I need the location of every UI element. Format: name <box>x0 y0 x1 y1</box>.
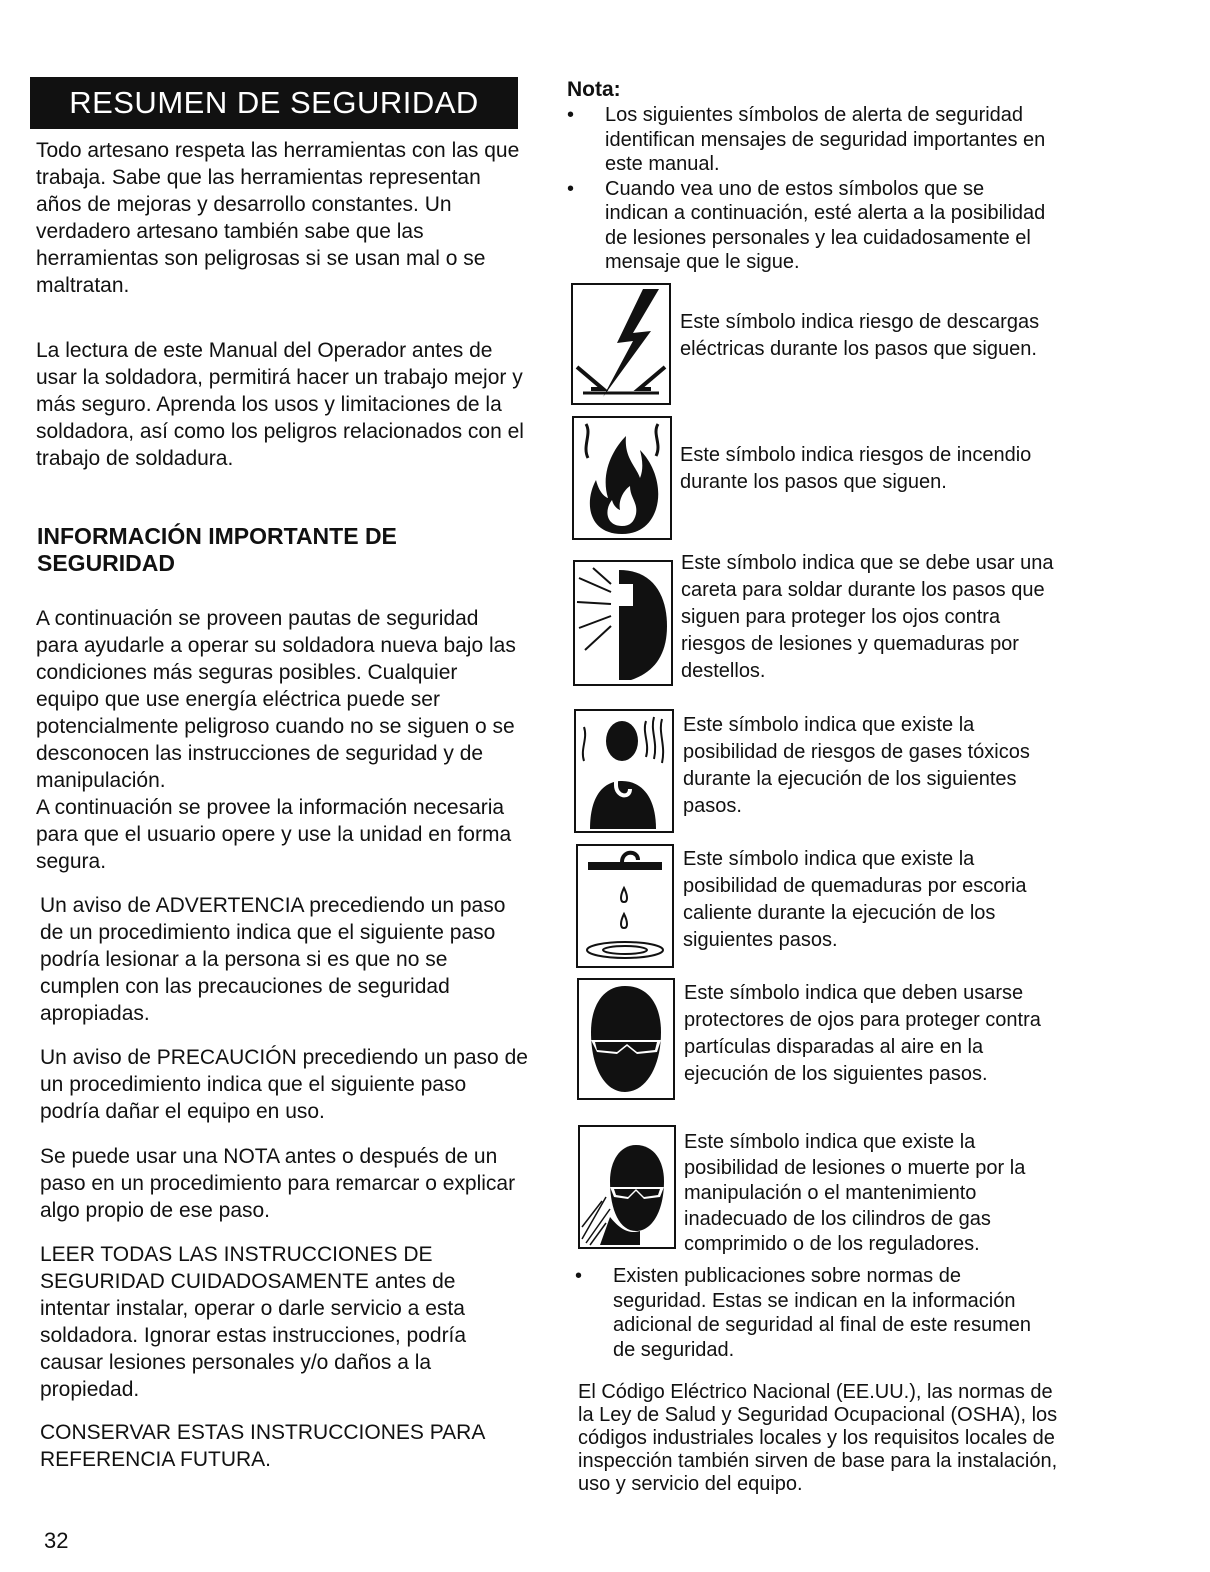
toxic-fumes-text: Este símbolo indica que existe la posibilidad de riesgos de gases tóxicos durante la ejecución de los siguientes pasos. <box>683 714 1030 817</box>
closing-paragraph: El Código Eléctrico Nacional (EE.UU.), las normas de la Ley de Salud y Seguridad Ocupacional (OSHA), los códigos industriales locales y los requisitos locales de inspección también sirven de base para la instalación, uso y servicio del equipo. <box>578 1381 1058 1495</box>
caution-note-paragraph: Un aviso de PRECAUCIÓN precediendo un paso de un procedimiento indica que el siguiente paso podría dañar el equipo en uso. <box>40 1046 528 1123</box>
page-number: 32 <box>44 1528 69 1553</box>
electric-shock-icon <box>571 283 671 405</box>
publications-bullet-list <box>575 1264 1055 1362</box>
warning-note-paragraph: Un aviso de ADVERTENCIA precediendo un paso de un procedimiento indica que el siguiente paso podría lesionar a la persona si es que no se cumplen con las precauciones de seguridad apropiadas. <box>40 894 506 1025</box>
welding-helmet-text: Este símbolo indica que se debe usar una careta para soldar durante los pasos que siguen para proteger los ojos contra riesgos de lesiones y quemaduras por destellos. <box>681 552 1054 682</box>
user-info-paragraph: A continuación se provee la información necesaria para que el usuario opere y use la unidad en forma segura. <box>36 796 512 873</box>
nota-note-paragraph: Se puede usar una NOTA antes o después de un paso en un procedimiento para remarcar o explicar algo propio de ese paso. <box>40 1145 516 1222</box>
hot-slag-text: Este símbolo indica que existe la posibilidad de quemaduras por escoria caliente durante la ejecución de los siguientes pasos. <box>683 848 1027 951</box>
electric-shock-text: Este símbolo indica riesgo de descargas eléctricas durante los pasos que siguen. <box>680 311 1040 360</box>
keep-instructions-paragraph: CONSERVAR ESTAS INSTRUCCIONES PARA REFERENCIA FUTURA. <box>40 1421 485 1471</box>
gas-cylinder-icon <box>578 1125 676 1249</box>
gas-cylinder-text: Este símbolo indica que existe la posibilidad de lesiones o muerte por la manipulación o el mantenimiento inadecuado de los cilindros de gas comprimido o de los reguladores. <box>684 1131 1026 1255</box>
eye-protection-text: Este símbolo indica que deben usarse protectores de ojos para proteger contra partículas disparadas al aire en la ejecución de los siguientes pasos. <box>684 982 1041 1085</box>
fire-text: Este símbolo indica riesgos de incendio durante los pasos que siguen. <box>680 444 1032 493</box>
important-info-heading: INFORMACIÓN IMPORTANTE DE SEGURIDAD <box>37 523 397 576</box>
intro-paragraph: Todo artesano respeta las herramientas con las que trabaja. Sabe que las herramientas representan años de mejoras y desarrollo constantes. Un verdadero artesano también sabe que las herramientas son peligrosas si se usan mal o se maltratan. <box>36 139 520 297</box>
eye-protection-icon <box>577 978 675 1100</box>
list-item: • Cuando vea uno de estos símbolos que se indican a continuación, esté alerta a la posibilidad de lesiones personales y lea cuidadosamente el mensaje que le sigue. <box>567 177 1046 273</box>
hot-slag-icon <box>576 844 674 968</box>
guidelines-paragraph: A continuación se proveen pautas de seguridad para ayudarle a operar su soldadora nueva bajo las condiciones más seguras posibles. Cualquier equipo que use energía eléctrica puede ser potencialmente peligroso cuando no se siguen o se desconocen las instrucciones de seguridad y de manipulación. <box>36 607 516 792</box>
nota-bullet-list <box>567 103 1047 275</box>
nota-title: Nota: <box>567 78 621 101</box>
read-instructions-paragraph: LEER TODAS LAS INSTRUCCIONES DE SEGURIDAD CUIDADOSAMENTE antes de intentar instalar, operar o darle servicio a esta soldadora. Ignorar estas instrucciones, podría causar lesiones personales y/o daños a la propiedad. <box>40 1243 467 1401</box>
toxic-fumes-icon <box>574 709 674 833</box>
welding-helmet-icon <box>573 560 673 686</box>
list-item: • Existen publicaciones sobre normas de seguridad. Estas se indican en la información adicional de seguridad al final de este resumen de seguridad. <box>575 1265 1032 1361</box>
list-item: • Los siguientes símbolos de alerta de seguridad identifican mensajes de seguridad importantes en este manual. <box>567 104 1046 175</box>
manual-reading-paragraph: La lectura de este Manual del Operador antes de usar la soldadora, permitirá hacer un trabajo mejor y más seguro. Aprenda los usos y limitaciones de la soldadora, así como los peligros relacionados con el trabajo de soldadura. <box>36 339 524 470</box>
section-title-banner: RESUMEN DE SEGURIDAD <box>30 77 518 129</box>
fire-icon <box>572 416 672 540</box>
